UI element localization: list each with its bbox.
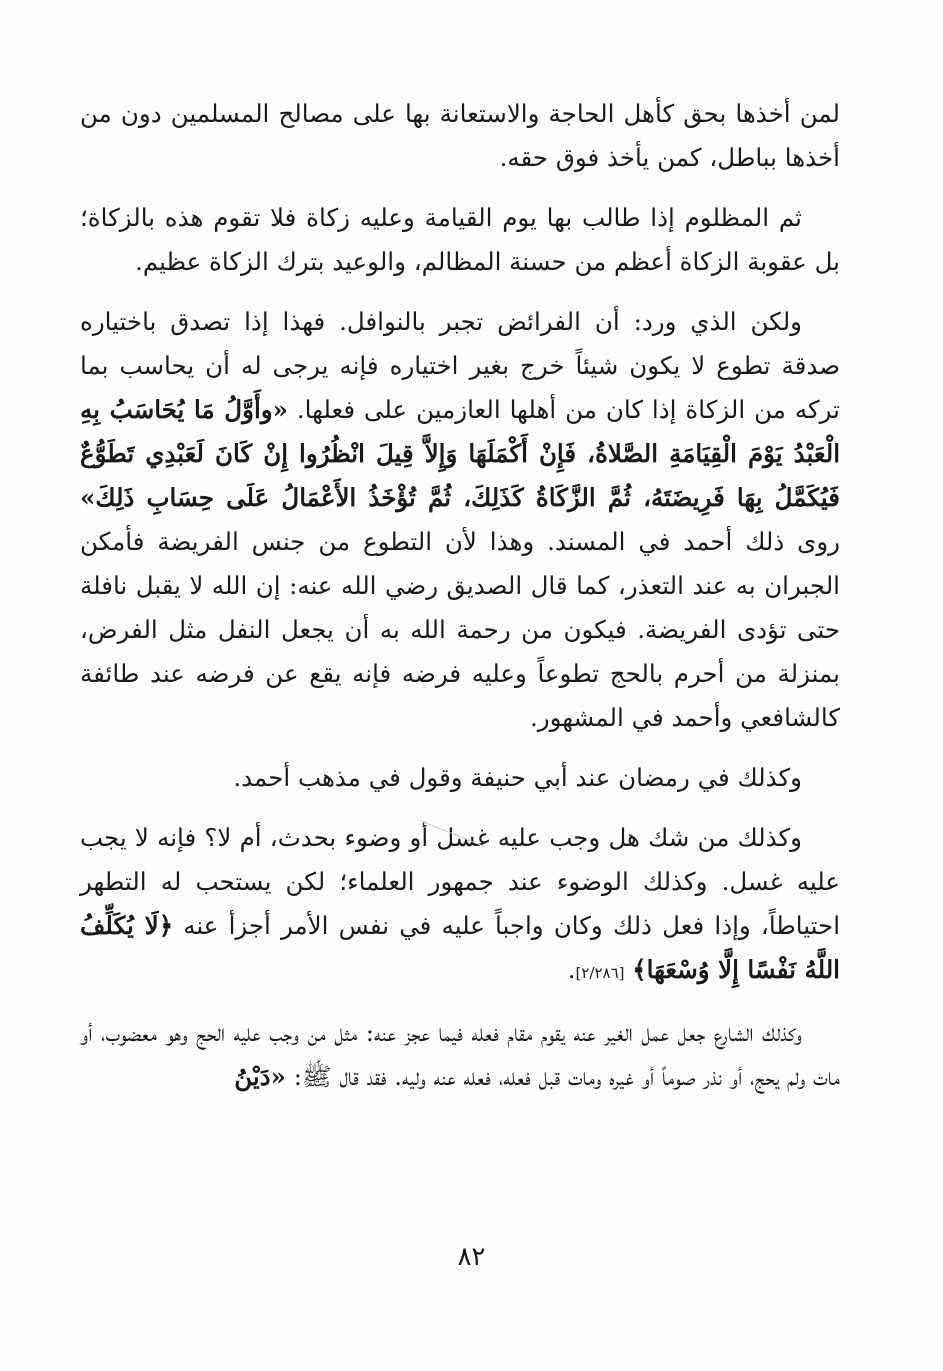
verse-reference: [٢/٢٨٦] [575,964,625,982]
paragraph-5-text-after: . [567,955,576,984]
paragraph-2 [80,196,840,284]
page-body [80,92,840,1115]
paragraph-3 [80,300,840,740]
page-number: ٨٢ [457,1242,486,1272]
paragraph-4 [80,756,840,800]
paragraph-5 [80,816,840,995]
paragraph-3-text-before: ولكن الذي ورد: أن الفرائض تجبر بالنوافل. فهذا إذا تصدق باختياره صدقة تطوع لا يكون شيئاً خرج بغير اختياره فإنه يرجى له أن يحاسب بما تركه من الزكاة إذا كان من أهلها العازمين على فعلها. [80,307,840,424]
paragraph-1-text: لمن أخذها بحق كأهل الحاجة والاستعانة بها على مصالح المسلمين دون من أخذها بباطل، كمن يأخذ فوق حقه. [80,99,840,172]
quran-verse: ﴿لَا يُكَلِّفُ اللَّهُ نَفْسًا إِلَّا وُسْعَهَا﴾ [80,911,840,984]
hadith-quote-start: «دَيْنُ [234,1062,286,1091]
paragraph-5-text-before: وكذلك من شك هل وجب عليه غسل أو وضوء بحدث، أم لا؟ فإنه لا يجب عليه غسل. وكذلك الوضوء عند جمهور العلماء؛ لكن يستحب له التطهر احتياطاً، وإذا فعل ذلك وكان واجباً عليه في نفس الأمر أجزأ عنه [80,823,841,940]
paragraph-4-text: وكذلك في رمضان عند أبي حنيفة وقول في مذهب أحمد. [233,763,802,792]
paragraph-6-text-before: وكذلك الشارع جعل عمل الغير عنه يقوم مقام فعله فيما عجز عنه: مثل من وجب عليه الحج وهو معضوب، أو مات ولم يحج، أو نذر صوماً أو غيره ومات قبل فعله، فعله عنه وليه. فقد قال ﷺ: [80,1018,840,1091]
paragraph-2-text: ثم المظلوم إذا طالب بها يوم القيامة وعليه زكاة فلا تقوم هذه بالزكاة؛ بل عقوبة الزكاة أعظم من حسنة المظالم، والوعيد بترك الزكاة عظيم. [80,203,840,276]
paragraph-3-text-after: روى ذلك أحمد في المسند. وهذا لأن التطوع من جنس الفريضة فأمكن الجبران به عند التعذر، كما قال الصديق رضي الله عنه: إن الله لا يقبل نافلة حتى تؤدى الفريضة. فيكون من رحمة الله به أن يجعل النفل مثل الفرض، بمنزلة من أحرم بالحج تطوعاً وعليه فرضه فإنه يقع عن فرضه عند طائفة كالشافعي وأحمد في المشهور. [80,527,840,732]
paragraph-1 [80,92,840,180]
paragraph-6 [80,1011,840,1099]
hadith-quote: «وأَوَّلُ مَا يُحَاسَبُ بِهِ الْعَبْدُ يَوْمَ الْقِيَامَةِ الصَّلاةُ، فَإِنْ أَكْمَلَهَا وَإِلاَّ قِيلَ انْظُرُوا إِنْ كَانَ لَعَبْدِي تَطَوُّعٌ فَيُكَمَّلُ بِهَا فَرِيضَتَهُ، ثُمَّ الزَّكَاةُ كَذَلِكَ، ثُمَّ تُؤْخَذُ الأَعْمَالُ عَلَى حِسَابِ ذَلِكَ» [80,395,840,512]
